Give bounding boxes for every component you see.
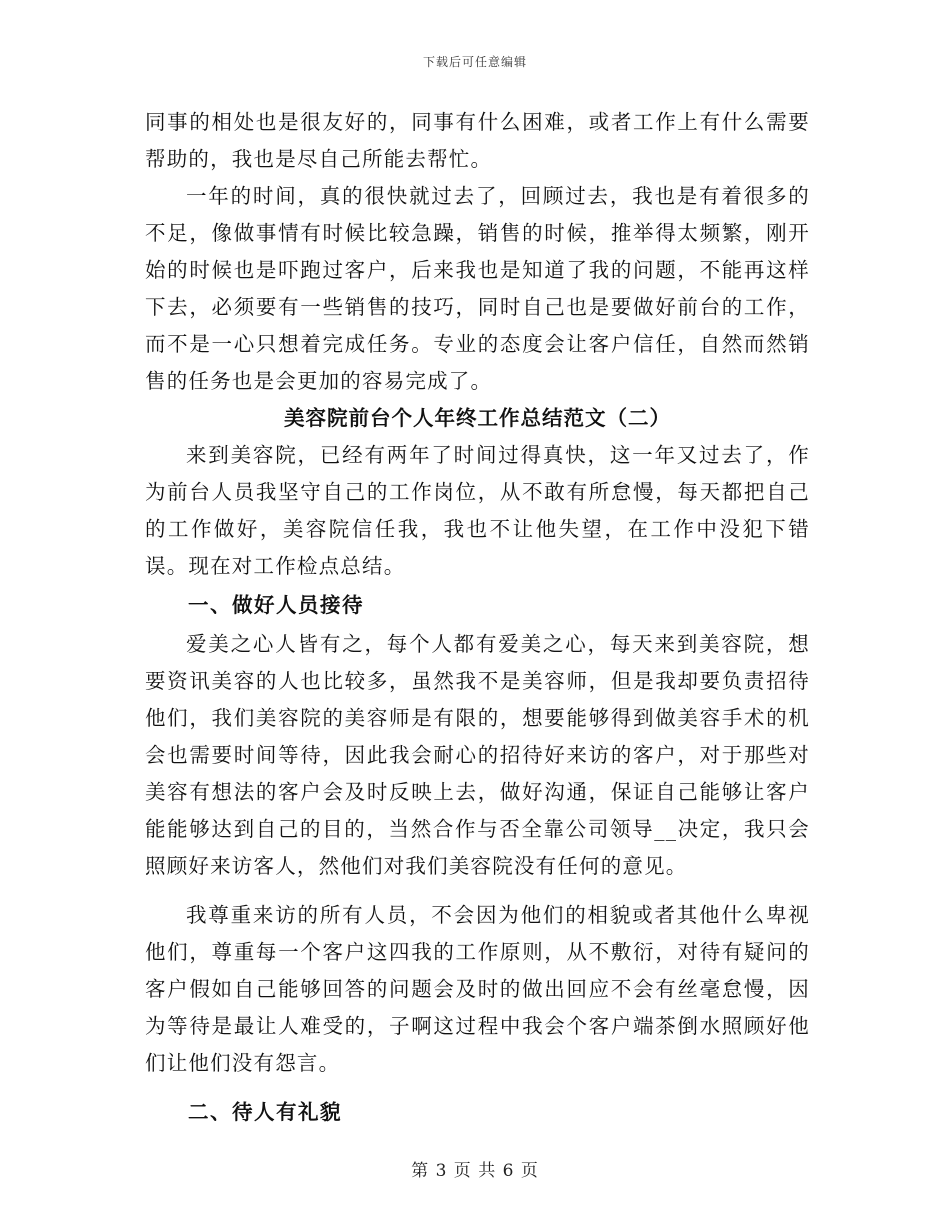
page-header-note: 下载后可任意编辑 bbox=[422, 55, 527, 69]
heading-reception: 一、做好人员接待 bbox=[188, 593, 364, 617]
section-title: 美容院前台个人年终工作总结范文（二） bbox=[284, 406, 671, 430]
paragraph-continued: 同事的相处也是很友好的，同事有什么困难，或者工作上有什么需要帮助的，我也是尽自己所能去帮忙。 bbox=[145, 110, 810, 171]
paragraph-review: 一年的时间，真的很快就过去了，回顾过去，我也是有着很多的不足，像做事情有时候比较急躁，销售的时候，推举得太频繁，刚开始的时候也是吓跑过客户，后来我也是知道了我的问题，不能再这样下去，必须要有一些销售的技巧，同时自己也是要做好前台的工作，而不是一心只想着完成任务。专业的态度会让客户信任，自然而然销售的任务也是会更加的容易完成了。 bbox=[145, 184, 810, 393]
paragraph-respect: 我尊重来访的所有人员，不会因为他们的相貌或者其他什么卑视他们，尊重每一个客户这四我的工作原则，从不敷衍，对待有疑问的客户假如自己能够回答的问题会及时的做出回应不会有丝毫怠慢，因为等待是最让人难受的，子啊这过程中我会个客户端茶倒水照顾好他们让他们没有怨言。 bbox=[145, 903, 810, 1075]
paragraph-reception: 爱美之心人皆有之，每个人都有爱美之心，每天来到美容院，想要资讯美容的人也比较多，虽然我不是美容师，但是我却要负责招待他们，我们美容院的美容师是有限的，想要能够得到做美容手术的机会也需要时间等待，因此我会耐心的招待好来访的客户，对于那些对美容有想法的客户会及时反映上去，做好沟通，保证自己能够让客户能能够达到自己的目的，当然合作与否全靠公司领导__决定，我只会照顾好来访客人，然他们对我们美容院没有任何的意见。 bbox=[145, 632, 810, 878]
document-body bbox=[145, 104, 810, 1131]
paragraph-intro: 来到美容院，已经有两年了时间过得真快，这一年又过去了，作为前台人员我坚守自己的工作岗位，从不敢有所怠慢，每天都把自己的工作做好，美容院信任我，我也不让他失望，在工作中没犯下错误。现在对工作检点总结。 bbox=[145, 443, 810, 578]
heading-courtesy: 二、待人有礼貌 bbox=[188, 1100, 342, 1124]
page-number: 第 3 页 共 6 页 bbox=[411, 1161, 539, 1181]
